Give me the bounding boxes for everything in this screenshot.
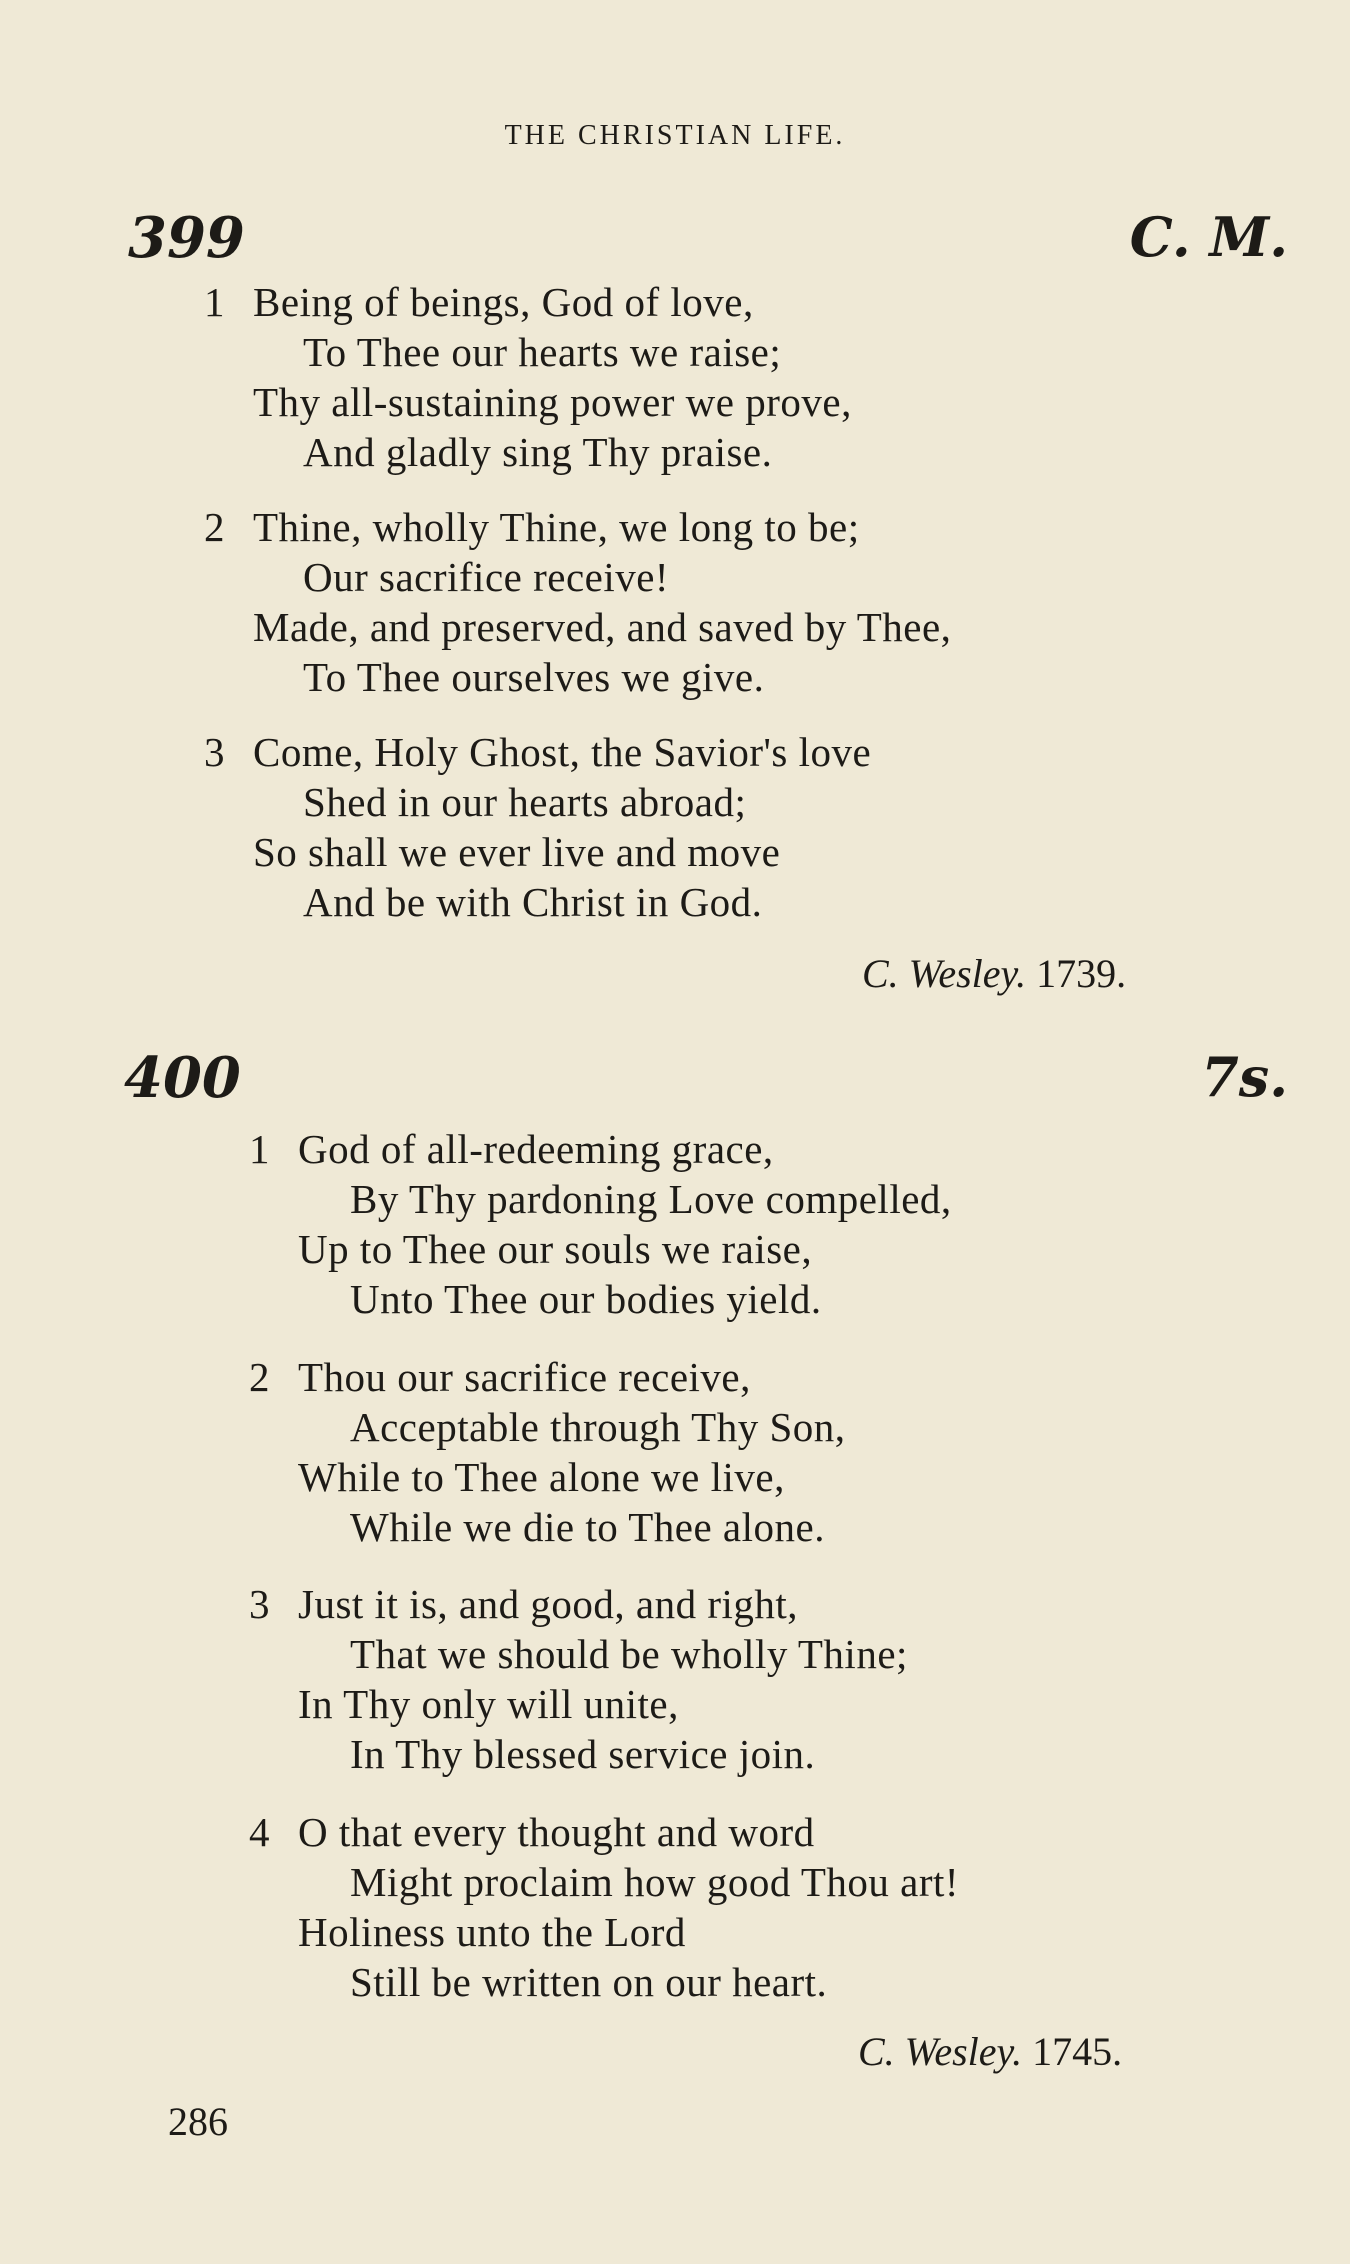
verse-line: While to Thee alone we live,: [298, 1454, 785, 1500]
author-name: C. Wesley.: [858, 2029, 1023, 2074]
verse-line: Made, and preserved, and saved by Thee,: [253, 604, 952, 650]
verse-line: O that every thought and word: [298, 1809, 815, 1855]
verse-line: Still be written on our heart.: [350, 1959, 828, 2005]
verse-line: Acceptable through Thy Son,: [350, 1404, 846, 1450]
verse-line: To Thee ourselves we give.: [303, 654, 765, 700]
verse-line: To Thee our hearts we raise;: [303, 329, 782, 375]
verse-line: Thy all-sustaining power we prove,: [253, 379, 852, 425]
verse-line: Being of beings, God of love,: [253, 279, 754, 325]
hymn-number: 399: [128, 205, 245, 271]
hymn-attribution: [858, 2028, 1122, 2075]
verse-line: Unto Thee our bodies yield.: [350, 1276, 822, 1322]
verse-line: That we should be wholly Thine;: [350, 1631, 908, 1677]
verse-line: God of all-redeeming grace,: [298, 1126, 774, 1172]
stanza-number: 3: [204, 729, 225, 775]
stanza-number: 4: [249, 1809, 270, 1855]
verse-line: And gladly sing Thy praise.: [303, 429, 773, 475]
hymn-meter: 7s.: [1201, 1045, 1288, 1109]
hymn-header: [0, 205, 1350, 275]
verse-line: Up to Thee our souls we raise,: [298, 1226, 813, 1272]
verse-line: In Thy blessed service join.: [350, 1731, 816, 1777]
stanza-number: 2: [204, 504, 225, 550]
verse-line: And be with Christ in God.: [303, 879, 763, 925]
verse-line: So shall we ever live and move: [253, 829, 781, 875]
verse-line: Shed in our hearts abroad;: [303, 779, 747, 825]
verse-line: Thine, wholly Thine, we long to be;: [253, 504, 860, 550]
verse-line: Just it is, and good, and right,: [298, 1581, 799, 1627]
hymn-attribution: [862, 950, 1126, 997]
stanza-number: 1: [249, 1126, 270, 1172]
verse-line: Thou our sacrifice receive,: [298, 1354, 751, 1400]
author-year: 1745.: [1032, 2029, 1123, 2074]
verse-line: While we die to Thee alone.: [350, 1504, 825, 1550]
author-year: 1739.: [1036, 951, 1127, 996]
page-number: 286: [168, 2099, 228, 2144]
hymn-header: [0, 1045, 1350, 1115]
stanza-number: 1: [204, 279, 225, 325]
verse-line: In Thy only will unite,: [298, 1681, 679, 1727]
verse-line: By Thy pardoning Love compelled,: [350, 1176, 952, 1222]
verse-line: Our sacrifice receive!: [303, 554, 670, 600]
verse-line: Holiness unto the Lord: [298, 1909, 686, 1955]
stanza-number: 3: [249, 1581, 270, 1627]
stanza-number: 2: [249, 1354, 270, 1400]
hymn-number: 400: [124, 1045, 241, 1111]
verse-line: Might proclaim how good Thou art!: [350, 1859, 960, 1905]
author-name: C. Wesley.: [862, 951, 1027, 996]
hymn-meter: C. M.: [1129, 205, 1288, 269]
verse-line: Come, Holy Ghost, the Savior's love: [253, 729, 872, 775]
running-head: THE CHRISTIAN LIFE.: [504, 120, 846, 151]
